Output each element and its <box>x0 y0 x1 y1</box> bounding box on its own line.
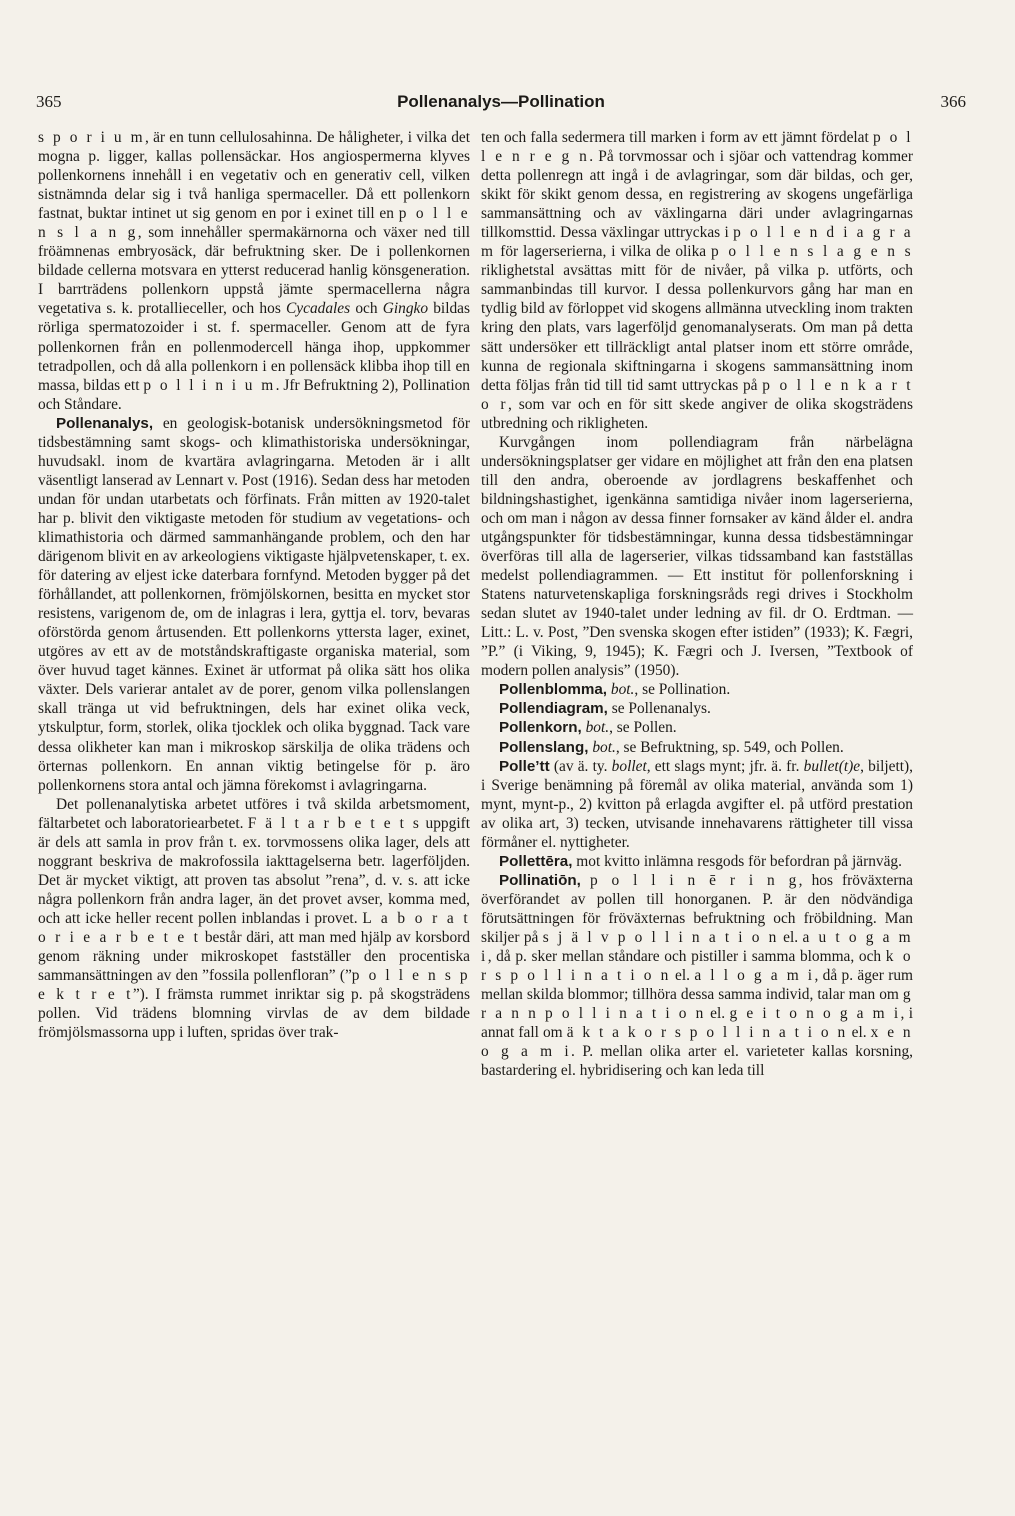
spaced-text: x e n o g a m i <box>481 1024 914 1061</box>
page-number-left: 365 <box>36 92 62 111</box>
text-run: el. <box>670 967 695 985</box>
headword: Polle’tt <box>499 757 550 775</box>
text-run: bildas rörliga spermatozoider i st. f. spermaceller. Genom att de fyra pollenkornen från en pollenmodercell hänga ihop, uppkommer tetradpollen, och då alla pollenkorn i en pollensäck klibba ihop till en massa, bildas ett <box>38 300 470 394</box>
spaced-text: a l l o g a m i <box>694 967 815 985</box>
spaced-text: a u t o g a m i <box>481 928 913 966</box>
headword: Pollenblomma, <box>499 681 608 699</box>
text-run: el. <box>847 1024 871 1042</box>
spaced-text: s p o r i u m <box>38 129 145 146</box>
italic-text: Gingko <box>382 300 429 318</box>
text-run: . Jfr Befruktning 2), Pollination och Ståndare. <box>38 376 470 413</box>
right-column <box>481 128 913 1080</box>
text-run: (av ä. ty. <box>549 757 612 775</box>
text-run: , som var och en för sitt skede angiver de olika skogsträdens utbredning och rikligheten. <box>481 395 913 432</box>
entry-pollettera <box>481 852 913 871</box>
spaced-text: p o l l e n s p e k t r e t <box>38 967 471 1004</box>
paragraph-arbete <box>38 795 470 1043</box>
text-run: , se Befruktning, sp. 549, och Pollen. <box>615 738 844 756</box>
text-run: , se Pollination. <box>634 681 731 699</box>
text-run: el. <box>705 1005 730 1023</box>
text-run: . P. mellan olika arter el. varieteter kallas korsning, bastardering el. hybridisering och kan leda till <box>481 1043 913 1080</box>
italic-text: bot. <box>585 719 610 737</box>
left-column <box>38 128 470 1042</box>
text-run: , i annat fall om <box>481 1005 913 1042</box>
spaced-text: g e i t o n o g a m i <box>729 1005 901 1023</box>
headword: Pollendiagram, <box>499 700 608 718</box>
italic-text: bot. <box>592 738 616 756</box>
spaced-text: ä k t a k o r s p o l l i n a t i o n <box>566 1024 848 1042</box>
spaced-text: p o l l e n d i a g r a m <box>481 224 913 261</box>
headword: Pollenanalys, <box>56 414 154 432</box>
text-run: , hos fröväxterna överförandet av pollen till honorganen. P. är den nödvändiga förutsättningen för fröväxternas befruktning och fröbildning. Man skiljer på <box>481 871 913 946</box>
entry-pollenblomma <box>481 680 913 699</box>
text-run: , biljett), i Sverige benämning på föremål av olika material, använda som 1) mynt, mynt-p., 2) kvitton på erlagda avgifter el. på utförd prestation av olika art, 3) tecken, utvisande innehavarens rättigheter till vissa förmåner el. nyttigheter. <box>481 757 914 851</box>
entry-pollendiagram <box>481 699 913 718</box>
italic-text: bollet <box>611 757 647 775</box>
entry-pollenslang <box>481 738 913 757</box>
text-run: , som innehåller spermakärnorna och växer ned till fröämnenas embryosäck, där befruktning sker. De i pollenkornen bildade cellerna motsvara en ytterst reducerad hanlig könsgeneration. I barrträdens pollenkorn uppstå jämte spermacellerna några vegetativa s. k. protallieceller, och hos <box>38 224 470 318</box>
text-run: består däri, att man med hjälp av korsbord genom räkning under mikroskopet fastställer den procentiska sammansättningen av den ”fossila pollenfloran” (” <box>38 928 471 985</box>
italic-text: Cycadales <box>286 300 351 318</box>
text-run: . På torvmossar och i sjöar och vattendrag kommer detta pollenregn att ingå i de avlagringar, som där bildas, och ger, skikt för skikt genom dessa, en registrering av skogens ungefärliga sammansättning och av växlingarna däri under avlagringarnas tillkomsttid. Dessa växlingar uttryckas i <box>481 148 913 242</box>
text-run: , se Pollen. <box>609 719 677 737</box>
headword: Pollettēra, <box>499 852 573 870</box>
running-head: Pollenanalys—Pollination <box>397 92 605 111</box>
italic-text: bullet(t)e <box>803 757 861 775</box>
spaced-text: L a b o r a t o r i e a r b e t e t <box>38 909 471 946</box>
spaced-text: p o l l e n r e g n <box>481 129 913 166</box>
text-run <box>581 872 590 889</box>
spaced-text: s j ä l v p o l l i n a t i o n <box>542 928 779 946</box>
text-run: mot kvitto inlämna resgods för befordran på järnväg. <box>572 852 902 870</box>
headword: Pollinatiōn, <box>499 871 581 889</box>
spaced-text: p o l l e n s l a g e n s <box>710 243 913 261</box>
italic-text: bot. <box>610 681 635 699</box>
paragraph-pollenregn <box>481 128 913 433</box>
page-number-right: 366 <box>940 92 966 111</box>
entry-pollett <box>481 757 913 852</box>
headword: Pollenkorn, <box>499 719 582 737</box>
text-run: , då p. äger rum mellan skilda blommor; tillhöra dessa samma individ, talar man om <box>481 967 913 1004</box>
text-run: Kurvgången inom pollendiagram från närbelägna undersökningsplatser ger vidare en möjlighet att från den ena platsen till den andra, oberoende av jordlagrens beskaffenhet och bildningshastighet, igenkänna samtidiga nivåer inom lagerserierna, och om man i någon av dessa finner fornsaker av känd ålder el. andra utgångspunkter för tidsbestämningar, kunna dessa tidsbestämningar överföras till alla de lagerserier, vilkas tidssamband kan fastställas medelst pollendiagrammen. — Ett institut för pollenforskning i Statens naturvetenskapliga forskningsråds regi drives i Stockholm sedan slutet av 1940-talet under ledning av fil. dr O. Erdtman. — Litt.: L. v. Post, ”Den svenska skogen efter istiden” (1933); K. Fægri, ”P.” (i Viking, 9, 1945); K. Fægri och J. Iversen, ”Textbook of modern pollen analysis” (1950). <box>481 433 913 680</box>
spaced-text: g r a n n p o l l i n a t i o n <box>481 986 913 1023</box>
text-run: Det pollenanalytiska arbetet utföres i två skilda arbetsmoment, fältarbetet och laboratoriearbetet. <box>38 795 470 832</box>
text-run: uppgift är dels att samla in prov från t. ex. torvmossens olika lager, dels att noggrant beskriva de makrofossila iakttagelserna betr. lagerföljden. Det är mycket viktigt, att proven tas absolut ”rena”, d. v. s. att icke några pollenkorn från andra lager, än det provet avser, komma med, och att icke heller recent pollen inblandas i provet. <box>38 814 470 927</box>
spaced-text: p o l l i n i u m <box>143 376 276 394</box>
text-run: , då p. sker mellan ståndare och pistiller i samma blomma, och <box>487 948 886 966</box>
text-run: ”). I främsta rummet inriktar sig p. på skogsträdens pollen. Vid trädens blomning virvlas de av dem bildade frömjölsmassorna upp i luften, spridas över trak- <box>38 986 470 1042</box>
paragraph-kurvgang <box>481 433 913 681</box>
headword: Pollenslang, <box>499 738 589 756</box>
spaced-text: p o l l e n s l a n g <box>38 205 471 242</box>
text-run: se Pollenanalys. <box>607 700 711 718</box>
spaced-text: k o r s p o l l i n a t i o n <box>481 948 913 985</box>
text-run: el. <box>778 928 803 946</box>
text-run: för lagerserierna, i vilka de olika <box>495 243 711 261</box>
text-run: ten och falla sedermera till marken i form av ett jämnt fördelat <box>481 129 873 146</box>
entry-pollenanalys <box>38 414 470 795</box>
text-run: riklighetstal avsättas mitt för de nivåer, på vilka p. utförts, och sammanbindas till kurvor. I dessa pollenkurvors gång har man en tydlig bild av förloppet vid skogens allmänna utveckling inom trakten kring den plats, vars lagerföljd genomanalyserats. Om man på detta sätt undersöker ett tillräckligt antal platser inom ett större område, kunna de regionala skiftningarna i skogens sammansättning inom detta följas från tid till tid samt uttryckas på <box>481 262 913 394</box>
entry-pollenkorn <box>481 718 913 737</box>
text-run: en geologisk-botanisk undersökningsmetod för tidsbestämning samt skogs- och klimathistoriska undersökningar, huvudsakl. inom de kvartära avlagringarna. Metoden är i allt väsentligt lanserad av Lennart v. Post (1916). Sedan dess har metoden undan för undan utarbetats och förfinats. Från mitten av 1920-talet har p. blivit den viktigaste metoden för studium av vegetations- och klimathistoria och därmed sammanhängande problem, och den har därigenom blivit en av arkeologiens viktigaste hjälpvetenskaper, t. ex. för datering av eljest icke daterbara fornfynd. Metoden bygger på det förhållandet, att pollenkornen, frömjölskornen, besitta en mycket stor resistens, varigenom de, om de inlagras i lera, gyttja el. torv, bevaras oförstörda genom årtusenden. Ett pollenkorns yttersta lager, exinet, utgöres av ett av de motståndskraftigaste organiska material, som över huvud taget kännes. Exinet är utformat på olika sätt hos olika växter. Dels varierar antalet av de porer, genom vilka pollenslangen skall tränga ut vid befruktningen, dels har exinet olika veck, ytskulptur, form, storlek, olika tjocklek och olika byggnad. Tack vare dessa olikheter kan man i mikroskop särskilja de olika trädens och örternas pollenkorn. En annan viktig betingelse för p. äro pollenkornens stora antal och jämna förekomst i avlagringarna. <box>38 414 470 794</box>
spaced-text: p o l l e n k a r t o r <box>481 376 913 413</box>
spaced-text: p o l l i n ē r i n g <box>589 871 799 889</box>
text-run: , ett slags mynt; jfr. ä. fr. <box>646 757 804 775</box>
page-header <box>36 92 966 118</box>
text-run: och <box>350 300 383 318</box>
paragraph-pollen-continued <box>38 128 470 414</box>
spaced-text: F ä l t a r b e t e t s <box>247 814 422 832</box>
entry-pollination <box>481 871 913 1081</box>
text-run: , är en tunn cellulosahinna. De håligheter, i vilka det mogna p. ligger, kallas pollensäckar. Hos angiospermerna klyves pollenkornens innehåll i en vegetativ och en generativ cell, vilken sistnämnda delar sig i två hanliga spermaceller. Då ett pollenkorn fastnat, buktar intinet ut sig genom en por i exinet till en <box>38 129 471 223</box>
